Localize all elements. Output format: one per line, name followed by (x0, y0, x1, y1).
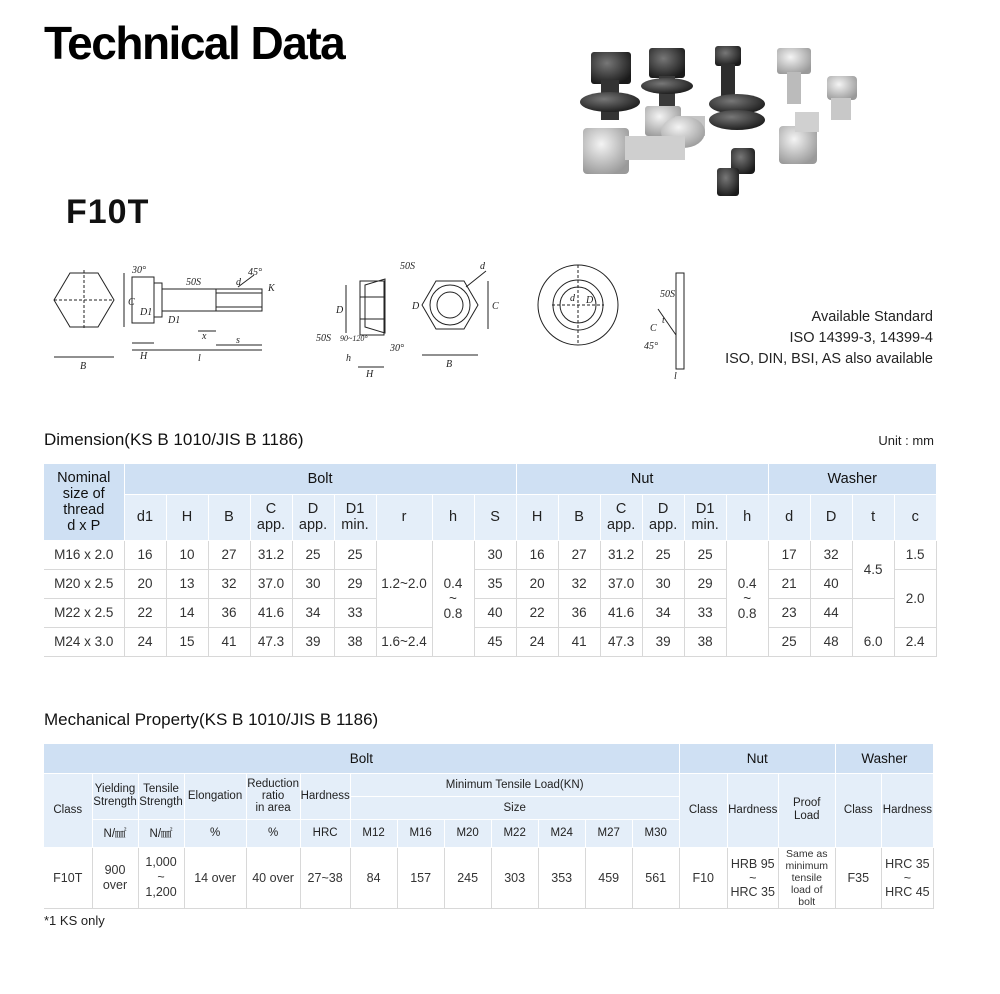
table-cell: 41 (558, 627, 600, 656)
table-cell (432, 540, 474, 656)
elongation-header: Elongation (184, 773, 246, 819)
table-cell: 39 (292, 627, 334, 656)
nut-hardness-header: Hardness (727, 773, 778, 847)
header-line: thread (63, 501, 105, 518)
proof-load-header (778, 773, 835, 847)
unit-header: HRC (300, 819, 350, 847)
col-header: t (852, 494, 894, 540)
header-line: Reduction (247, 778, 299, 790)
col-header: h (726, 494, 768, 540)
table-cell: 29 (684, 569, 726, 598)
table-cell: 40 (474, 598, 516, 627)
unit-header: N/㎟ (92, 819, 138, 847)
header-line: Strength (139, 796, 183, 808)
col-header: C app. (600, 494, 642, 540)
header-line: Proof (793, 797, 821, 809)
cell-line: ~ (903, 870, 912, 885)
cell-line: 1,000 (145, 855, 177, 869)
cell-line: Same as (786, 847, 828, 860)
table-cell: 37.0 (250, 569, 292, 598)
table-cell: F10T (44, 847, 92, 908)
col-header: B (558, 494, 600, 540)
cell-line: HRC 35 (730, 884, 775, 899)
table-cell: 25 (642, 540, 684, 569)
header-line: Load (793, 810, 820, 822)
unit-label: Unit : mm (878, 433, 934, 448)
table-cell: 41.6 (250, 598, 292, 627)
table-cell: 459 (585, 847, 632, 908)
table-cell: 34 (642, 598, 684, 627)
nominal-header (44, 464, 124, 540)
table-cell: 37.0 (600, 569, 642, 598)
cell-line: minimum (785, 859, 829, 872)
model-name: F10T (66, 193, 150, 231)
unit-header: % (246, 819, 300, 847)
cell-line: 0.4 (737, 575, 757, 591)
unit-header: % (184, 819, 246, 847)
table-cell: 30 (474, 540, 516, 569)
col-header: d (768, 494, 810, 540)
header-line: Nominal (57, 469, 111, 486)
table-cell (726, 540, 768, 656)
cell-line: HRC 35 (885, 856, 930, 871)
drawing-label: 30° (132, 265, 146, 276)
bolt-group-header: Bolt (44, 744, 679, 773)
drawing-label: d (236, 277, 241, 288)
size-col-header: M30 (632, 819, 679, 847)
col-header: H (516, 494, 558, 540)
dimension-title: Dimension(KS B 1010/JIS B 1186) (44, 430, 304, 449)
cell-line: ~ (157, 870, 165, 884)
cell-line: 0.4 (443, 575, 463, 591)
drawing-label: 90~120° (340, 334, 368, 343)
table-cell: 40 (810, 569, 852, 598)
size-col-header: M12 (350, 819, 397, 847)
col-header: c (894, 494, 936, 540)
table-cell: 17 (768, 540, 810, 569)
table-row (44, 598, 936, 627)
washer-hardness-header: Hardness (881, 773, 933, 847)
table-cell: 1.6~2.4 (376, 627, 432, 656)
drawing-label: D1 (168, 315, 181, 326)
page-title: Technical Data (44, 17, 345, 69)
table-cell: 36 (208, 598, 250, 627)
table-cell: 24 (516, 627, 558, 656)
bolt-group-header: Bolt (124, 464, 516, 494)
drawing-label: C (128, 297, 135, 308)
table-cell: 34 (292, 598, 334, 627)
table-row (44, 847, 934, 908)
header-line: Yielding (94, 783, 136, 795)
table-cell: 29 (334, 569, 376, 598)
table-cell: 30 (292, 569, 334, 598)
table-cell: 39 (642, 627, 684, 656)
table-cell: 20 (124, 569, 166, 598)
size-header: Size (350, 796, 679, 819)
drawing-label: C (650, 323, 657, 334)
drawing-label: t (662, 315, 665, 326)
table-cell: 1.2~2.0 (376, 540, 432, 627)
header-line: in area (255, 802, 291, 814)
washer-group-header: Washer (835, 744, 933, 773)
table-cell: 30 (642, 569, 684, 598)
table-cell: F35 (835, 847, 881, 908)
col-header: B (208, 494, 250, 540)
table-cell: 32 (810, 540, 852, 569)
unit-header: N/㎟ (138, 819, 184, 847)
mechanical-table (44, 744, 934, 909)
drawing-label: 50S (186, 277, 201, 288)
col-header: D1 min. (334, 494, 376, 540)
col-header: r (376, 494, 432, 540)
bolts-photo (565, 40, 865, 200)
table-cell: M16 x 2.0 (44, 540, 124, 569)
col-header: D (810, 494, 852, 540)
table-cell: 14 (166, 598, 208, 627)
table-cell: 31.2 (250, 540, 292, 569)
cell-line: HRB 95 (730, 856, 775, 871)
table-cell: 22 (124, 598, 166, 627)
table-cell: 44 (810, 598, 852, 627)
cell-line: load of (791, 883, 823, 896)
drawing-label: 50S (660, 289, 675, 300)
cell-line: over (102, 877, 128, 892)
mechanical-title: Mechanical Property(KS B 1010/JIS B 1186) (44, 710, 379, 729)
drawing-label: D (586, 295, 594, 306)
cell-line: ~ (749, 870, 757, 885)
table-cell: 36 (558, 598, 600, 627)
drawing-label: H (366, 369, 374, 380)
table-row (44, 627, 936, 656)
header-line: Tensile (143, 783, 179, 795)
table-cell: 20 (516, 569, 558, 598)
table-cell: 48 (810, 627, 852, 656)
table-cell: 25 (684, 540, 726, 569)
table-cell: 45 (474, 627, 516, 656)
drawing-label: 45° (248, 267, 262, 278)
table-cell (92, 847, 138, 908)
table-cell: 14 over (184, 847, 246, 908)
cell-line: 1,200 (145, 885, 177, 899)
drawing-label: x (202, 331, 207, 342)
drawing-label: 30° (390, 343, 404, 354)
cell-line: 900 (104, 862, 126, 877)
table-cell: 32 (558, 569, 600, 598)
cell-line: tensile (791, 871, 822, 884)
size-col-header: M27 (585, 819, 632, 847)
table-cell: 4.5 (852, 540, 894, 598)
table-row (44, 569, 936, 598)
table-cell: 35 (474, 569, 516, 598)
table-cell: 31.2 (600, 540, 642, 569)
drawing-label: l (198, 353, 201, 364)
header-line: d x P (67, 517, 101, 534)
tensile-header (138, 773, 184, 819)
table-cell: 25 (768, 627, 810, 656)
available-line: Available Standard (811, 309, 933, 325)
table-cell: 41 (208, 627, 250, 656)
table-cell: 25 (292, 540, 334, 569)
table-cell: M20 x 2.5 (44, 569, 124, 598)
table-cell: 561 (632, 847, 679, 908)
table-cell: 245 (444, 847, 491, 908)
min-load-header: Minimum Tensile Load(KN) (350, 773, 679, 796)
table-cell: 47.3 (600, 627, 642, 656)
table-cell: 38 (684, 627, 726, 656)
technical-drawings (40, 245, 700, 385)
table-cell: 25 (334, 540, 376, 569)
col-header: D app. (292, 494, 334, 540)
cell-line: ~ (743, 590, 752, 606)
drawing-label: d (570, 293, 575, 304)
drawing-label: K (268, 283, 275, 294)
table-cell (727, 847, 778, 908)
drawing-label: l (674, 371, 677, 382)
class-header: Class (44, 773, 92, 847)
table-cell: 24 (124, 627, 166, 656)
table-cell: 27 (558, 540, 600, 569)
size-col-header: M20 (444, 819, 491, 847)
col-header: H (166, 494, 208, 540)
table-cell: F10 (679, 847, 727, 908)
table-cell: 23 (768, 598, 810, 627)
cell-line: HRC 45 (885, 884, 930, 899)
nut-class-header: Class (679, 773, 727, 847)
washer-group-header: Washer (768, 464, 936, 494)
table-cell: 84 (350, 847, 397, 908)
footnote: *1 KS only (44, 913, 105, 928)
drawing-label: h (346, 353, 351, 364)
header-line: size of (62, 485, 105, 502)
drawing-label: D (336, 305, 344, 316)
table-cell: M22 x 2.5 (44, 598, 124, 627)
cell-line: 0.8 (443, 605, 463, 621)
table-cell: 27 (208, 540, 250, 569)
cell-line: bolt (798, 895, 816, 908)
available-standard (725, 307, 933, 370)
drawing-label: 45° (644, 341, 658, 352)
nut-group-header: Nut (516, 464, 768, 494)
table-cell: 33 (684, 598, 726, 627)
size-col-header: M22 (491, 819, 538, 847)
table-cell: 33 (334, 598, 376, 627)
table-cell: 6.0 (852, 598, 894, 656)
table-cell: 2.0 (894, 569, 936, 627)
drawing-label: B (80, 361, 87, 372)
col-header: C app. (250, 494, 292, 540)
nut-group-header: Nut (679, 744, 835, 773)
col-header: D1 min. (684, 494, 726, 540)
drawing-label: B (446, 359, 453, 370)
cell-line: ~ (449, 590, 457, 606)
drawing-label: H (140, 351, 148, 362)
col-header: d1 (124, 494, 166, 540)
col-header: h (432, 494, 474, 540)
table-cell: 41.6 (600, 598, 642, 627)
table-cell: 21 (768, 569, 810, 598)
table-cell: 10 (166, 540, 208, 569)
cell-line: 0.8 (737, 605, 757, 621)
hardness-header: Hardness (300, 773, 350, 819)
table-cell: 13 (166, 569, 208, 598)
table-cell: 32 (208, 569, 250, 598)
header-line: ratio (261, 790, 285, 802)
table-cell: 353 (538, 847, 585, 908)
table-cell (778, 847, 835, 908)
size-col-header: M24 (538, 819, 585, 847)
drawing-label: D (412, 301, 420, 312)
table-cell: 157 (397, 847, 444, 908)
table-cell: 22 (516, 598, 558, 627)
table-cell: 16 (516, 540, 558, 569)
drawing-label: d (480, 261, 485, 272)
table-cell: 2.4 (894, 627, 936, 656)
yield-header (92, 773, 138, 819)
reduction-header (246, 773, 300, 819)
drawing-label: D1 (140, 307, 153, 318)
table-row (44, 540, 936, 569)
table-cell: 27~38 (300, 847, 350, 908)
table-cell (881, 847, 933, 908)
table-cell: 47.3 (250, 627, 292, 656)
table-cell: 40 over (246, 847, 300, 908)
col-header: D app. (642, 494, 684, 540)
size-col-header: M16 (397, 819, 444, 847)
drawing-label: 50S (316, 333, 331, 344)
table-cell: 303 (491, 847, 538, 908)
col-header: S (474, 494, 516, 540)
table-cell: 38 (334, 627, 376, 656)
table-cell: 16 (124, 540, 166, 569)
washer-class-header: Class (835, 773, 881, 847)
available-line: ISO, DIN, BSI, AS also available (725, 351, 933, 367)
drawing-label: s (236, 335, 240, 346)
header-line: Strength (93, 796, 137, 808)
table-cell: 15 (166, 627, 208, 656)
table-cell: 1.5 (894, 540, 936, 569)
table-cell: M24 x 3.0 (44, 627, 124, 656)
dimension-table (44, 464, 937, 657)
table-cell (138, 847, 184, 908)
drawing-label: 50S (400, 261, 415, 272)
available-line: ISO 14399-3, 14399-4 (789, 330, 933, 346)
drawing-label: C (492, 301, 499, 312)
